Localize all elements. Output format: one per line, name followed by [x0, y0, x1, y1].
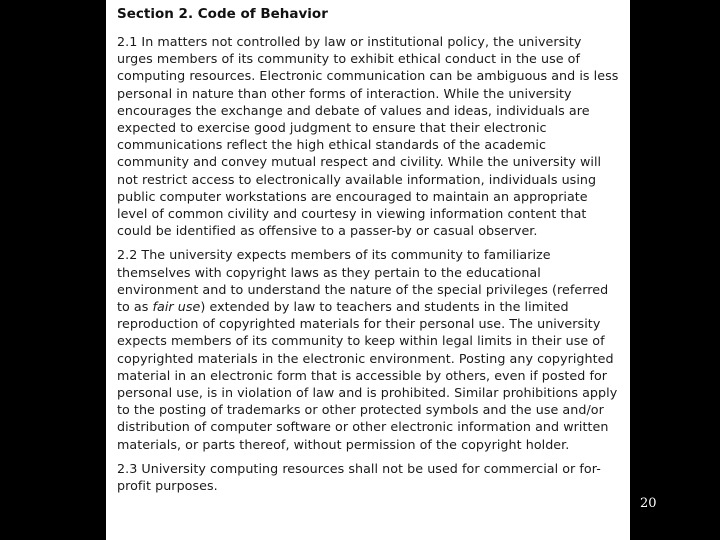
page-number: 20: [640, 496, 657, 511]
paragraph-2-2: [117, 246, 620, 452]
section-title: Section 2. Code of Behavior: [117, 6, 328, 22]
paragraph-2-2-text-end: ) extended by law to teachers and students in the limited reproduction of copyrighted materials for their personal use. The university expects members of its community to keep within legal limits in their use of copyrighted materials in the electronic environment. Posting any copyrighted material in an electronic form that is accessible by others, even if posted for personal use, is in violation of law and is prohibited. Similar prohibitions apply to the posting of trademarks or other protected symbols and the use and/or distribution of computer software or other electronic information and written materials, or parts thereof, without permission of the copyright holder.: [117, 299, 618, 452]
fair-use-term: fair use: [152, 299, 201, 315]
paragraph-2-1: 2.1 In matters not controlled by law or institutional policy, the university urges members of its community to exhibit ethical conduct in the use of computing resources. Electronic communication can be ambiguous and is less personal in nature than other forms of interaction. While the university encourages the exchange and debate of values and ideas, individuals are expected to exercise good judgment to ensure that their electronic communications reflect the high ethical standards of the academic community and convey mutual respect and civility. While the university will not restrict access to electronically available information, individuals using public computer workstations are encouraged to maintain an appropriate level of common civility and courtesy in viewing information content that could be identified as offensive to a passer-by or casual observer.: [117, 34, 619, 239]
document-panel: [106, 0, 630, 540]
paragraph-2-2-text-start: 2.2 The university expects members of its community to familiarize themselves with copyright laws as they pertain to the educational environment and to understand the nature of the special privileges (referred to as: [117, 247, 609, 315]
paragraph-2-3: 2.3 University computing resources shall not be used for commercial or for-profit purposes.: [117, 460, 601, 494]
